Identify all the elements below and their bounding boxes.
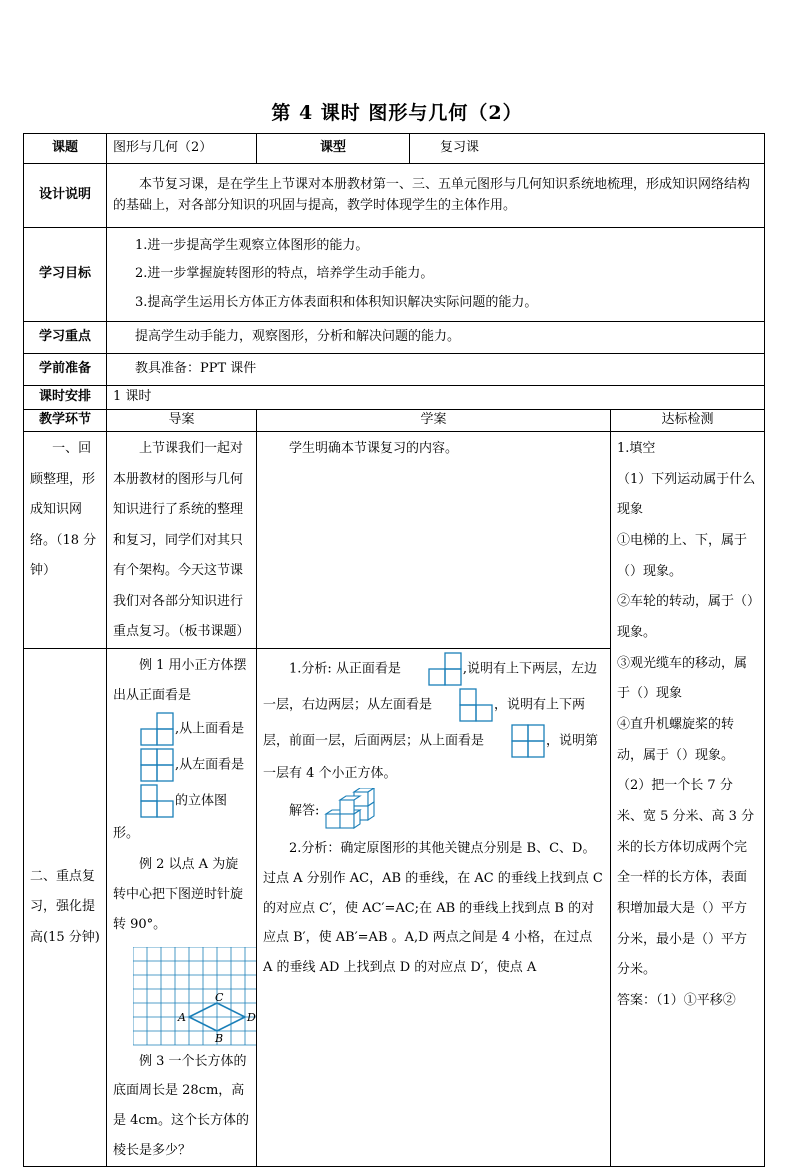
ex1-text-c: ,从左面看是 xyxy=(175,757,245,773)
design-text: 本节复习课，是在学生上节课对本册教材第一、三、五单元图形与几何知识系统地梳理，形成知识网络结构的基础上，对各部分知识的巩固与提高，教学时体现学生的主体作用。 xyxy=(113,177,751,213)
ex1-text-d: 的立体图形。 xyxy=(113,793,228,842)
column-header-row xyxy=(24,410,765,432)
check-q1-3: ③观光缆车的移动，属于（）现象 xyxy=(617,655,748,702)
check-q2: （2）把一个长 7 分米、宽 5 分米、高 3 分米的长方体切成两个完全一样的长方体，表面积增加最大是（）平方分米，最小是（）平方分米。 xyxy=(617,778,755,978)
stage1-guide: 上节课我们一起对本册教材的图形与几何知识进行了系统的整理和复习，同学们对其只有个架构。今天这节课我们对各部分知识进行重点复习。（板书课题） xyxy=(113,441,250,640)
point-label-d: D xyxy=(247,1010,256,1024)
stage1-row xyxy=(24,432,765,649)
top-view-icon xyxy=(113,747,175,783)
focus-row xyxy=(24,322,765,354)
column-header: 导案 xyxy=(107,410,257,432)
check-answer: 答案：（1）①平移② xyxy=(617,993,736,1009)
point-label-a: A xyxy=(178,1010,186,1024)
schedule-row xyxy=(24,386,765,410)
stage1-name: 一、回顾整理，形成知识网络。（18 分钟） xyxy=(24,432,107,649)
point-label-b: B xyxy=(215,1031,224,1045)
lesson-plan-table xyxy=(23,133,765,1167)
stage1-study: 学生明确本节课复习的内容。 xyxy=(289,441,459,456)
check-q1: （1）下列运动属于什么现象 xyxy=(617,471,756,518)
goal-item: 2.进一步掌握旋转图形的特点，培养学生动手能力。 xyxy=(135,266,434,282)
ex1-text-b: ,从上面看是 xyxy=(175,721,245,737)
design-row xyxy=(24,164,765,228)
ex2-text: 例 2 以点 A 为旋转中心把下图逆时针旋转 90°。 xyxy=(113,856,244,933)
column-header: 学案 xyxy=(257,410,611,432)
design-label: 设计说明 xyxy=(24,164,107,228)
prep-text: 教具准备：PPT 课件 xyxy=(107,354,765,386)
topic-value: 图形与几何（2） xyxy=(107,134,257,164)
goal-item: 3.提高学生运用长方体正方体表面积和体积知识解决实际问题的能力。 xyxy=(135,294,538,310)
schedule-text: 1 课时 xyxy=(107,386,765,410)
stage2-name: 二、重点复习，强化提高(15 分钟) xyxy=(24,648,107,1166)
schedule-label: 课时安排 xyxy=(24,386,107,410)
analysis1-a: 1.分析: 从正面看是 xyxy=(289,661,401,677)
ex1-text-a: 例 1 用小正方体摆出从正面看是 xyxy=(113,657,247,704)
focus-text: 提高学生动手能力，观察图形，分析和解决问题的能力。 xyxy=(107,322,765,354)
topic-label: 课题 xyxy=(24,134,107,164)
front-view-icon xyxy=(113,711,175,747)
goal-item: 1.进一步提高学生观察立体图形的能力。 xyxy=(135,238,369,254)
type-value: 复习课 xyxy=(410,134,765,164)
left-view-icon xyxy=(432,687,494,723)
analysis1-b: ,说明有上下两层，左边一层，右边两层；从左面看是 xyxy=(263,661,598,713)
prep-label: 学前准备 xyxy=(24,354,107,386)
topic-row xyxy=(24,134,765,164)
goals-label: 学习目标 xyxy=(24,228,107,322)
prep-row xyxy=(24,354,765,386)
analysis1-d: ，说明第一层有 4 个小正方体。 xyxy=(263,733,599,781)
analysis1-c: ，说明有上下两层，前面一层，后面两层；从上面看是 xyxy=(263,697,586,749)
focus-label: 学习重点 xyxy=(24,322,107,354)
cube-stack-icon xyxy=(324,788,382,834)
page-title: 第 4 课时 图形与几何（2） xyxy=(271,102,523,124)
front-view-icon xyxy=(401,651,463,687)
check-q1-1: ①电梯的上、下，属于（）现象。 xyxy=(617,533,748,579)
rotation-grid xyxy=(133,947,257,1047)
left-view-icon xyxy=(113,783,175,819)
analysis2-text: 2.分析：确定原图形的其他关键点分别是 B、C、D。过点 A 分别作 AC，AB 的垂线，在 AC 的垂线上找到点 C 的对应点 C′，使 AC′=AC;在 AB 的垂线上找到点 B 的对应点 B′，使 AB′=AB 。A,D 两点之间是 4 小格，在过点 A 的垂线 AD 上找到点 D 的对应点 D′，使点 A xyxy=(263,841,603,975)
column-header: 达标检测 xyxy=(611,410,765,432)
column-header: 教学环节 xyxy=(24,410,107,432)
ex3-text: 例 3 一个长方体的底面周长是 28cm，高是 4cm。这个长方体的棱长是多少？ xyxy=(113,1053,250,1159)
answer-label: 解答: xyxy=(289,803,320,819)
top-view-icon xyxy=(484,723,546,759)
check-q1-2: ②车轮的转动，属于（）现象。 xyxy=(617,594,754,641)
type-label: 课型 xyxy=(257,134,410,164)
check-q1-4: ④直升机螺旋桨的转动，属于（）现象。 xyxy=(617,717,735,763)
point-label-c: C xyxy=(215,990,224,1004)
check-heading: 1.填空 xyxy=(617,441,656,456)
goals-row xyxy=(24,228,765,322)
